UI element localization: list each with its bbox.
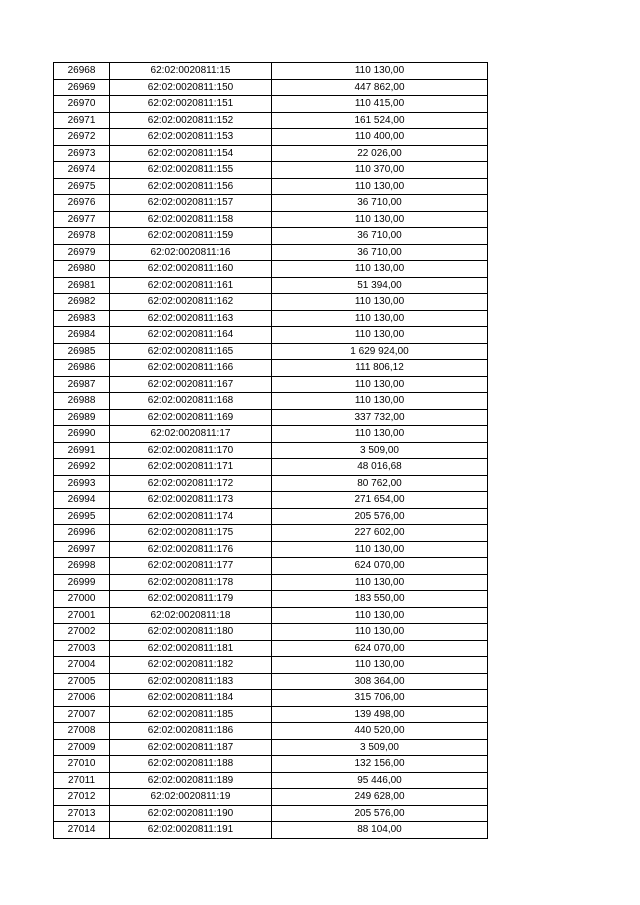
cadastral-value-cell: 110 400,00 bbox=[272, 129, 488, 146]
cadastral-number-cell: 62:02:0020811:16 bbox=[110, 244, 272, 261]
table-row bbox=[54, 459, 488, 476]
cadastral-value-cell: 95 446,00 bbox=[272, 772, 488, 789]
row-number-cell: 27014 bbox=[54, 822, 110, 839]
cadastral-number-cell: 62:02:0020811:157 bbox=[110, 195, 272, 212]
cadastral-number-cell: 62:02:0020811:166 bbox=[110, 360, 272, 377]
row-number-cell: 26986 bbox=[54, 360, 110, 377]
cadastral-number-cell: 62:02:0020811:164 bbox=[110, 327, 272, 344]
row-number-cell: 26970 bbox=[54, 96, 110, 113]
cadastral-number-cell: 62:02:0020811:176 bbox=[110, 541, 272, 558]
cadastral-number-cell: 62:02:0020811:158 bbox=[110, 211, 272, 228]
cadastral-value-cell: 51 394,00 bbox=[272, 277, 488, 294]
table-row bbox=[54, 574, 488, 591]
table-row bbox=[54, 96, 488, 113]
cadastral-number-cell: 62:02:0020811:155 bbox=[110, 162, 272, 179]
cadastral-value-cell: 110 130,00 bbox=[272, 261, 488, 278]
table-row bbox=[54, 112, 488, 129]
table-row bbox=[54, 772, 488, 789]
cadastral-value-cell: 183 550,00 bbox=[272, 591, 488, 608]
row-number-cell: 26999 bbox=[54, 574, 110, 591]
cadastral-number-cell: 62:02:0020811:169 bbox=[110, 409, 272, 426]
cadastral-value-cell: 110 130,00 bbox=[272, 327, 488, 344]
row-number-cell: 27001 bbox=[54, 607, 110, 624]
table-row bbox=[54, 129, 488, 146]
table-body bbox=[54, 63, 488, 839]
cadastral-value-cell: 308 364,00 bbox=[272, 673, 488, 690]
row-number-cell: 27013 bbox=[54, 805, 110, 822]
cadastral-number-cell: 62:02:0020811:189 bbox=[110, 772, 272, 789]
table-row bbox=[54, 706, 488, 723]
row-number-cell: 26989 bbox=[54, 409, 110, 426]
table-row bbox=[54, 640, 488, 657]
cadastral-value-cell: 110 130,00 bbox=[272, 426, 488, 443]
cadastral-number-cell: 62:02:0020811:159 bbox=[110, 228, 272, 245]
table-row bbox=[54, 261, 488, 278]
cadastral-value-cell: 80 762,00 bbox=[272, 475, 488, 492]
row-number-cell: 26997 bbox=[54, 541, 110, 558]
cadastral-value-cell: 205 576,00 bbox=[272, 805, 488, 822]
table-row bbox=[54, 277, 488, 294]
cadastral-number-cell: 62:02:0020811:187 bbox=[110, 739, 272, 756]
cadastral-number-cell: 62:02:0020811:154 bbox=[110, 145, 272, 162]
table-row bbox=[54, 805, 488, 822]
cadastral-number-cell: 62:02:0020811:185 bbox=[110, 706, 272, 723]
table-row bbox=[54, 376, 488, 393]
row-number-cell: 26981 bbox=[54, 277, 110, 294]
cadastral-number-cell: 62:02:0020811:161 bbox=[110, 277, 272, 294]
table-row bbox=[54, 145, 488, 162]
row-number-cell: 26987 bbox=[54, 376, 110, 393]
table-row bbox=[54, 690, 488, 707]
cadastral-value-cell: 3 509,00 bbox=[272, 442, 488, 459]
table-row bbox=[54, 492, 488, 509]
cadastral-number-cell: 62:02:0020811:153 bbox=[110, 129, 272, 146]
cadastral-value-cell: 110 130,00 bbox=[272, 376, 488, 393]
table-row bbox=[54, 822, 488, 839]
table-row bbox=[54, 756, 488, 773]
cadastral-value-cell: 110 415,00 bbox=[272, 96, 488, 113]
table-row bbox=[54, 558, 488, 575]
cadastral-number-cell: 62:02:0020811:180 bbox=[110, 624, 272, 641]
cadastral-value-cell: 110 130,00 bbox=[272, 393, 488, 410]
cadastral-number-cell: 62:02:0020811:173 bbox=[110, 492, 272, 509]
cadastral-value-cell: 110 370,00 bbox=[272, 162, 488, 179]
cadastral-value-cell: 110 130,00 bbox=[272, 310, 488, 327]
table-row bbox=[54, 475, 488, 492]
row-number-cell: 26994 bbox=[54, 492, 110, 509]
cadastral-number-cell: 62:02:0020811:165 bbox=[110, 343, 272, 360]
cadastral-value-cell: 161 524,00 bbox=[272, 112, 488, 129]
cadastral-number-cell: 62:02:0020811:184 bbox=[110, 690, 272, 707]
row-number-cell: 27012 bbox=[54, 789, 110, 806]
table-row bbox=[54, 178, 488, 195]
cadastral-value-cell: 110 130,00 bbox=[272, 541, 488, 558]
table-row bbox=[54, 195, 488, 212]
cadastral-value-cell: 36 710,00 bbox=[272, 228, 488, 245]
cadastral-value-cell: 624 070,00 bbox=[272, 558, 488, 575]
cadastral-value-cell: 110 130,00 bbox=[272, 607, 488, 624]
cadastral-value-cell: 36 710,00 bbox=[272, 244, 488, 261]
cadastral-value-cell: 110 130,00 bbox=[272, 178, 488, 195]
cadastral-value-cell: 110 130,00 bbox=[272, 624, 488, 641]
row-number-cell: 26991 bbox=[54, 442, 110, 459]
row-number-cell: 27006 bbox=[54, 690, 110, 707]
table-row bbox=[54, 442, 488, 459]
row-number-cell: 26996 bbox=[54, 525, 110, 542]
cadastral-number-cell: 62:02:0020811:178 bbox=[110, 574, 272, 591]
cadastral-number-cell: 62:02:0020811:170 bbox=[110, 442, 272, 459]
row-number-cell: 26983 bbox=[54, 310, 110, 327]
cadastral-value-cell: 249 628,00 bbox=[272, 789, 488, 806]
cadastral-value-cell: 3 509,00 bbox=[272, 739, 488, 756]
table-row bbox=[54, 393, 488, 410]
row-number-cell: 26990 bbox=[54, 426, 110, 443]
cadastral-number-cell: 62:02:0020811:181 bbox=[110, 640, 272, 657]
cadastral-number-cell: 62:02:0020811:190 bbox=[110, 805, 272, 822]
cadastral-number-cell: 62:02:0020811:152 bbox=[110, 112, 272, 129]
cadastral-value-cell: 110 130,00 bbox=[272, 211, 488, 228]
table-row bbox=[54, 591, 488, 608]
table-row bbox=[54, 673, 488, 690]
cadastral-value-cell: 624 070,00 bbox=[272, 640, 488, 657]
cadastral-number-cell: 62:02:0020811:150 bbox=[110, 79, 272, 96]
table-row bbox=[54, 63, 488, 80]
row-number-cell: 26974 bbox=[54, 162, 110, 179]
row-number-cell: 27007 bbox=[54, 706, 110, 723]
cadastral-number-cell: 62:02:0020811:17 bbox=[110, 426, 272, 443]
cadastral-value-cell: 88 104,00 bbox=[272, 822, 488, 839]
cadastral-number-cell: 62:02:0020811:191 bbox=[110, 822, 272, 839]
cadastral-number-cell: 62:02:0020811:177 bbox=[110, 558, 272, 575]
table-row bbox=[54, 79, 488, 96]
cadastral-value-cell: 48 016,68 bbox=[272, 459, 488, 476]
cadastral-value-cell: 205 576,00 bbox=[272, 508, 488, 525]
table-row bbox=[54, 624, 488, 641]
row-number-cell: 26984 bbox=[54, 327, 110, 344]
row-number-cell: 26980 bbox=[54, 261, 110, 278]
row-number-cell: 26976 bbox=[54, 195, 110, 212]
table-row bbox=[54, 360, 488, 377]
row-number-cell: 26979 bbox=[54, 244, 110, 261]
row-number-cell: 26972 bbox=[54, 129, 110, 146]
row-number-cell: 26993 bbox=[54, 475, 110, 492]
cadastral-value-cell: 110 130,00 bbox=[272, 63, 488, 80]
row-number-cell: 27010 bbox=[54, 756, 110, 773]
cadastral-value-cell: 111 806,12 bbox=[272, 360, 488, 377]
row-number-cell: 26975 bbox=[54, 178, 110, 195]
table-row bbox=[54, 657, 488, 674]
cadastral-number-cell: 62:02:0020811:188 bbox=[110, 756, 272, 773]
cadastral-number-cell: 62:02:0020811:160 bbox=[110, 261, 272, 278]
row-number-cell: 26992 bbox=[54, 459, 110, 476]
cadastral-value-cell: 271 654,00 bbox=[272, 492, 488, 509]
row-number-cell: 26977 bbox=[54, 211, 110, 228]
table-row bbox=[54, 343, 488, 360]
row-number-cell: 26988 bbox=[54, 393, 110, 410]
row-number-cell: 26982 bbox=[54, 294, 110, 311]
cadastral-value-cell: 36 710,00 bbox=[272, 195, 488, 212]
table-row bbox=[54, 244, 488, 261]
cadastral-number-cell: 62:02:0020811:172 bbox=[110, 475, 272, 492]
table-row bbox=[54, 211, 488, 228]
cadastral-number-cell: 62:02:0020811:18 bbox=[110, 607, 272, 624]
table-row bbox=[54, 327, 488, 344]
cadastral-value-cell: 1 629 924,00 bbox=[272, 343, 488, 360]
table-row bbox=[54, 508, 488, 525]
cadastral-value-cell: 110 130,00 bbox=[272, 294, 488, 311]
table-row bbox=[54, 426, 488, 443]
row-number-cell: 27003 bbox=[54, 640, 110, 657]
cadastral-value-cell: 440 520,00 bbox=[272, 723, 488, 740]
cadastral-value-cell: 22 026,00 bbox=[272, 145, 488, 162]
row-number-cell: 27004 bbox=[54, 657, 110, 674]
row-number-cell: 26971 bbox=[54, 112, 110, 129]
cadastral-number-cell: 62:02:0020811:174 bbox=[110, 508, 272, 525]
cadastral-number-cell: 62:02:0020811:186 bbox=[110, 723, 272, 740]
cadastral-number-cell: 62:02:0020811:179 bbox=[110, 591, 272, 608]
cadastral-value-cell: 110 130,00 bbox=[272, 657, 488, 674]
row-number-cell: 27000 bbox=[54, 591, 110, 608]
cadastral-number-cell: 62:02:0020811:151 bbox=[110, 96, 272, 113]
row-number-cell: 27008 bbox=[54, 723, 110, 740]
row-number-cell: 26998 bbox=[54, 558, 110, 575]
row-number-cell: 27011 bbox=[54, 772, 110, 789]
cadastral-number-cell: 62:02:0020811:15 bbox=[110, 63, 272, 80]
table-row bbox=[54, 310, 488, 327]
cadastral-number-cell: 62:02:0020811:168 bbox=[110, 393, 272, 410]
table-row bbox=[54, 294, 488, 311]
table-row bbox=[54, 162, 488, 179]
cadastral-number-cell: 62:02:0020811:156 bbox=[110, 178, 272, 195]
row-number-cell: 26969 bbox=[54, 79, 110, 96]
table-row bbox=[54, 228, 488, 245]
row-number-cell: 27009 bbox=[54, 739, 110, 756]
table-row bbox=[54, 409, 488, 426]
row-number-cell: 27002 bbox=[54, 624, 110, 641]
row-number-cell: 26978 bbox=[54, 228, 110, 245]
cadastral-number-cell: 62:02:0020811:167 bbox=[110, 376, 272, 393]
cadastral-value-cell: 337 732,00 bbox=[272, 409, 488, 426]
cadastral-number-cell: 62:02:0020811:175 bbox=[110, 525, 272, 542]
table-row bbox=[54, 789, 488, 806]
table-row bbox=[54, 541, 488, 558]
cadastral-number-cell: 62:02:0020811:162 bbox=[110, 294, 272, 311]
row-number-cell: 26973 bbox=[54, 145, 110, 162]
table-row bbox=[54, 739, 488, 756]
cadastral-value-cell: 227 602,00 bbox=[272, 525, 488, 542]
cadastral-number-cell: 62:02:0020811:19 bbox=[110, 789, 272, 806]
cadastral-number-cell: 62:02:0020811:182 bbox=[110, 657, 272, 674]
row-number-cell: 26985 bbox=[54, 343, 110, 360]
row-number-cell: 26968 bbox=[54, 63, 110, 80]
row-number-cell: 26995 bbox=[54, 508, 110, 525]
table-row bbox=[54, 723, 488, 740]
cadastral-value-cell: 139 498,00 bbox=[272, 706, 488, 723]
cadastral-number-cell: 62:02:0020811:163 bbox=[110, 310, 272, 327]
cadastral-value-cell: 110 130,00 bbox=[272, 574, 488, 591]
table-row bbox=[54, 525, 488, 542]
cadastral-value-cell: 315 706,00 bbox=[272, 690, 488, 707]
cadastral-value-cell: 447 862,00 bbox=[272, 79, 488, 96]
cadastral-value-cell: 132 156,00 bbox=[272, 756, 488, 773]
cadastral-number-cell: 62:02:0020811:171 bbox=[110, 459, 272, 476]
row-number-cell: 27005 bbox=[54, 673, 110, 690]
table-row bbox=[54, 607, 488, 624]
cadastral-value-table bbox=[53, 62, 488, 839]
cadastral-number-cell: 62:02:0020811:183 bbox=[110, 673, 272, 690]
